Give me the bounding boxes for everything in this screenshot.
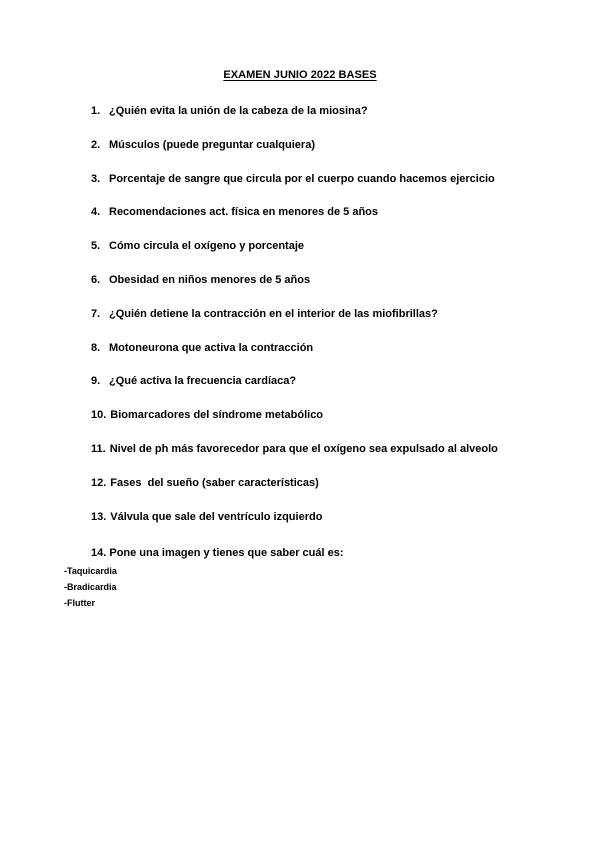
question-text: Biomarcadores del síndrome metabólico bbox=[110, 409, 324, 422]
question-number: 6. bbox=[91, 273, 101, 286]
question-text: Válvula que sale del ventrículo izquierdo bbox=[110, 510, 323, 523]
option-taquicardia: -Taquicardia bbox=[64, 566, 117, 576]
question-item-1 bbox=[91, 104, 571, 138]
question-number: 13. bbox=[91, 510, 107, 523]
question-item-10 bbox=[91, 408, 571, 442]
question-number: 7. bbox=[91, 307, 101, 320]
question-number: 4. bbox=[91, 206, 101, 219]
option-flutter: -Flutter bbox=[64, 598, 95, 608]
question-item-11 bbox=[91, 442, 571, 476]
question-number: 12. bbox=[91, 476, 107, 489]
rhythm-options-list bbox=[64, 563, 117, 611]
question-number: 1. bbox=[91, 105, 101, 117]
question-number: 9. bbox=[91, 375, 101, 388]
question-text: ¿Quién evita la unión de la cabeza de la miosina? bbox=[109, 105, 368, 117]
question-text: Fases del sueño (saber características) bbox=[110, 476, 319, 489]
question-text: ¿Quién detiene la contracción en el interior de las miofibrillas? bbox=[109, 307, 438, 320]
question-text: Porcentaje de sangre que circula por el cuerpo cuando hacemos ejercicio bbox=[109, 172, 495, 185]
question-number: 10. bbox=[91, 409, 107, 422]
question-item-13 bbox=[91, 510, 571, 544]
question-number: 14. bbox=[91, 547, 107, 559]
question-item-6 bbox=[91, 273, 571, 307]
question-text: Motoneurona que activa la contracción bbox=[109, 341, 314, 354]
question-text: Obesidad en niños menores de 5 años bbox=[109, 273, 311, 286]
question-number: 5. bbox=[91, 240, 101, 253]
question-item-8 bbox=[91, 341, 571, 375]
question-text: Nivel de ph más favorecedor para que el oxígeno sea expulsado al alveolo bbox=[109, 442, 498, 455]
option-bradicardia: -Bradicardia bbox=[64, 582, 117, 592]
question-text: Cómo circula el oxígeno y porcentaje bbox=[109, 240, 304, 253]
question-text: Recomendaciones act. física en menores de 5 años bbox=[109, 206, 378, 219]
question-item-3 bbox=[91, 172, 571, 206]
question-number: 8. bbox=[91, 341, 101, 354]
exam-title: EXAMEN JUNIO 2022 BASES bbox=[223, 69, 377, 81]
question-item-12 bbox=[91, 476, 571, 510]
question-text: Pone una imagen y tienes que saber cuál es: bbox=[109, 547, 344, 559]
question-item-9 bbox=[91, 374, 571, 408]
question-text: ¿Qué activa la frecuencia cardíaca? bbox=[109, 375, 297, 388]
question-number: 2. bbox=[91, 138, 101, 151]
question-item-7 bbox=[91, 307, 571, 341]
question-item-4 bbox=[91, 205, 571, 239]
question-item-14 bbox=[91, 546, 344, 560]
question-list bbox=[91, 104, 571, 543]
question-item-2 bbox=[91, 138, 571, 172]
question-text: Músculos (puede preguntar cualquiera) bbox=[109, 138, 315, 151]
question-item-5 bbox=[91, 239, 571, 273]
question-number: 11. bbox=[91, 442, 106, 455]
question-number: 3. bbox=[91, 172, 101, 185]
